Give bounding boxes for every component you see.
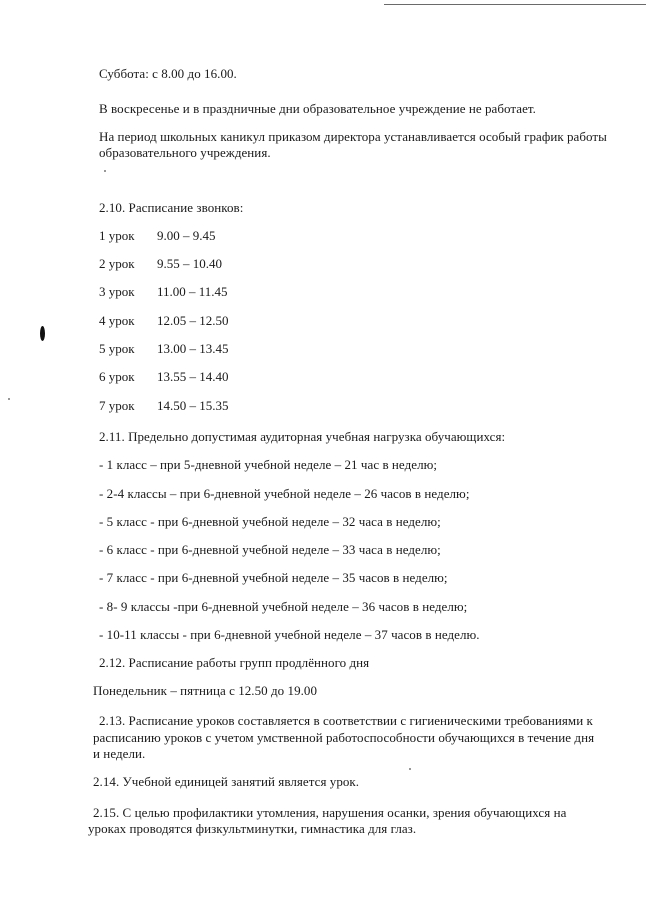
lesson-time: 9.00 – 9.45 [157,228,216,243]
bell-row [99,256,222,272]
load-item: - 6 класс - при 6-дневной учебной неделе – 33 часа в неделю; [99,542,441,557]
load-item: - 1 класс – при 5-дневной учебной неделе – 21 час в неделю; [99,457,438,472]
lesson-time: 9.55 – 10.40 [157,256,222,271]
ink-blot [40,326,45,341]
p214: 2.14. Учебной единицей занятий является урок. [93,774,360,789]
saturday-hours: Суббота: с 8.00 до 16.00. [99,66,237,81]
lesson-number: 4 урок [99,313,135,328]
bell-row [99,313,229,329]
p215-line-2: уроках проводятся физкультминутки, гимнастика для глаз. [88,821,417,836]
bell-row [99,398,229,414]
scan-speck [409,768,411,770]
lesson-time: 14.50 – 15.35 [157,398,229,413]
bell-row [99,369,229,385]
load-item: - 7 класс - при 6-дневной учебной неделе – 35 часов в неделю; [99,570,448,585]
lesson-number: 6 урок [99,369,135,384]
p213-line-1: 2.13. Расписание уроков составляется в соответствии с гигиеническими требованиями к [99,713,593,728]
lesson-time: 12.05 – 12.50 [157,313,229,328]
lesson-number: 5 урок [99,341,135,356]
load-item: - 10-11 классы - при 6-дневной учебной неделе – 37 часов в неделю. [99,627,480,642]
lesson-number: 1 урок [99,228,135,243]
scan-speck [104,170,106,172]
scan-speck [8,398,10,400]
load-item: - 5 класс - при 6-дневной учебной неделе – 32 часа в неделю; [99,514,441,529]
lesson-time: 11.00 – 11.45 [157,284,228,299]
lesson-number: 2 урок [99,256,135,271]
holidays-line-1: На период школьных каникул приказом директора устанавливается особый график работы [99,129,607,144]
load-item: - 2-4 классы – при 6-дневной учебной неделе – 26 часов в неделю; [99,486,470,501]
lesson-time: 13.00 – 13.45 [157,341,229,356]
bell-row [99,228,216,244]
bell-row [99,284,228,300]
lesson-number: 7 урок [99,398,135,413]
p213-line-3: и недели. [93,746,146,761]
p215-line-1: 2.15. С целью профилактики утомления, нарушения осанки, зрения обучающихся на [93,805,567,820]
holidays-line-2: образовательного учреждения. [99,145,271,160]
lesson-time: 13.55 – 14.40 [157,369,229,384]
extended-day-time: Понедельник – пятница с 12.50 до 19.00 [93,683,318,698]
p213-line-2: расписанию уроков с учетом умственной работоспособности обучающихся в течение дня [93,730,595,745]
load-item: - 8- 9 классы -при 6-дневной учебной неделе – 36 часов в неделю; [99,599,468,614]
top-rule [384,4,646,5]
extended-day-heading: 2.12. Расписание работы групп продлённого дня [99,655,370,670]
lesson-number: 3 урок [99,284,135,299]
sunday-note: В воскресенье и в праздничные дни образовательное учреждение не работает. [99,101,536,116]
load-heading: 2.11. Предельно допустимая аудиторная учебная нагрузка обучающихся: [99,429,506,444]
bells-heading: 2.10. Расписание звонков: [99,200,244,215]
bell-row [99,341,229,357]
